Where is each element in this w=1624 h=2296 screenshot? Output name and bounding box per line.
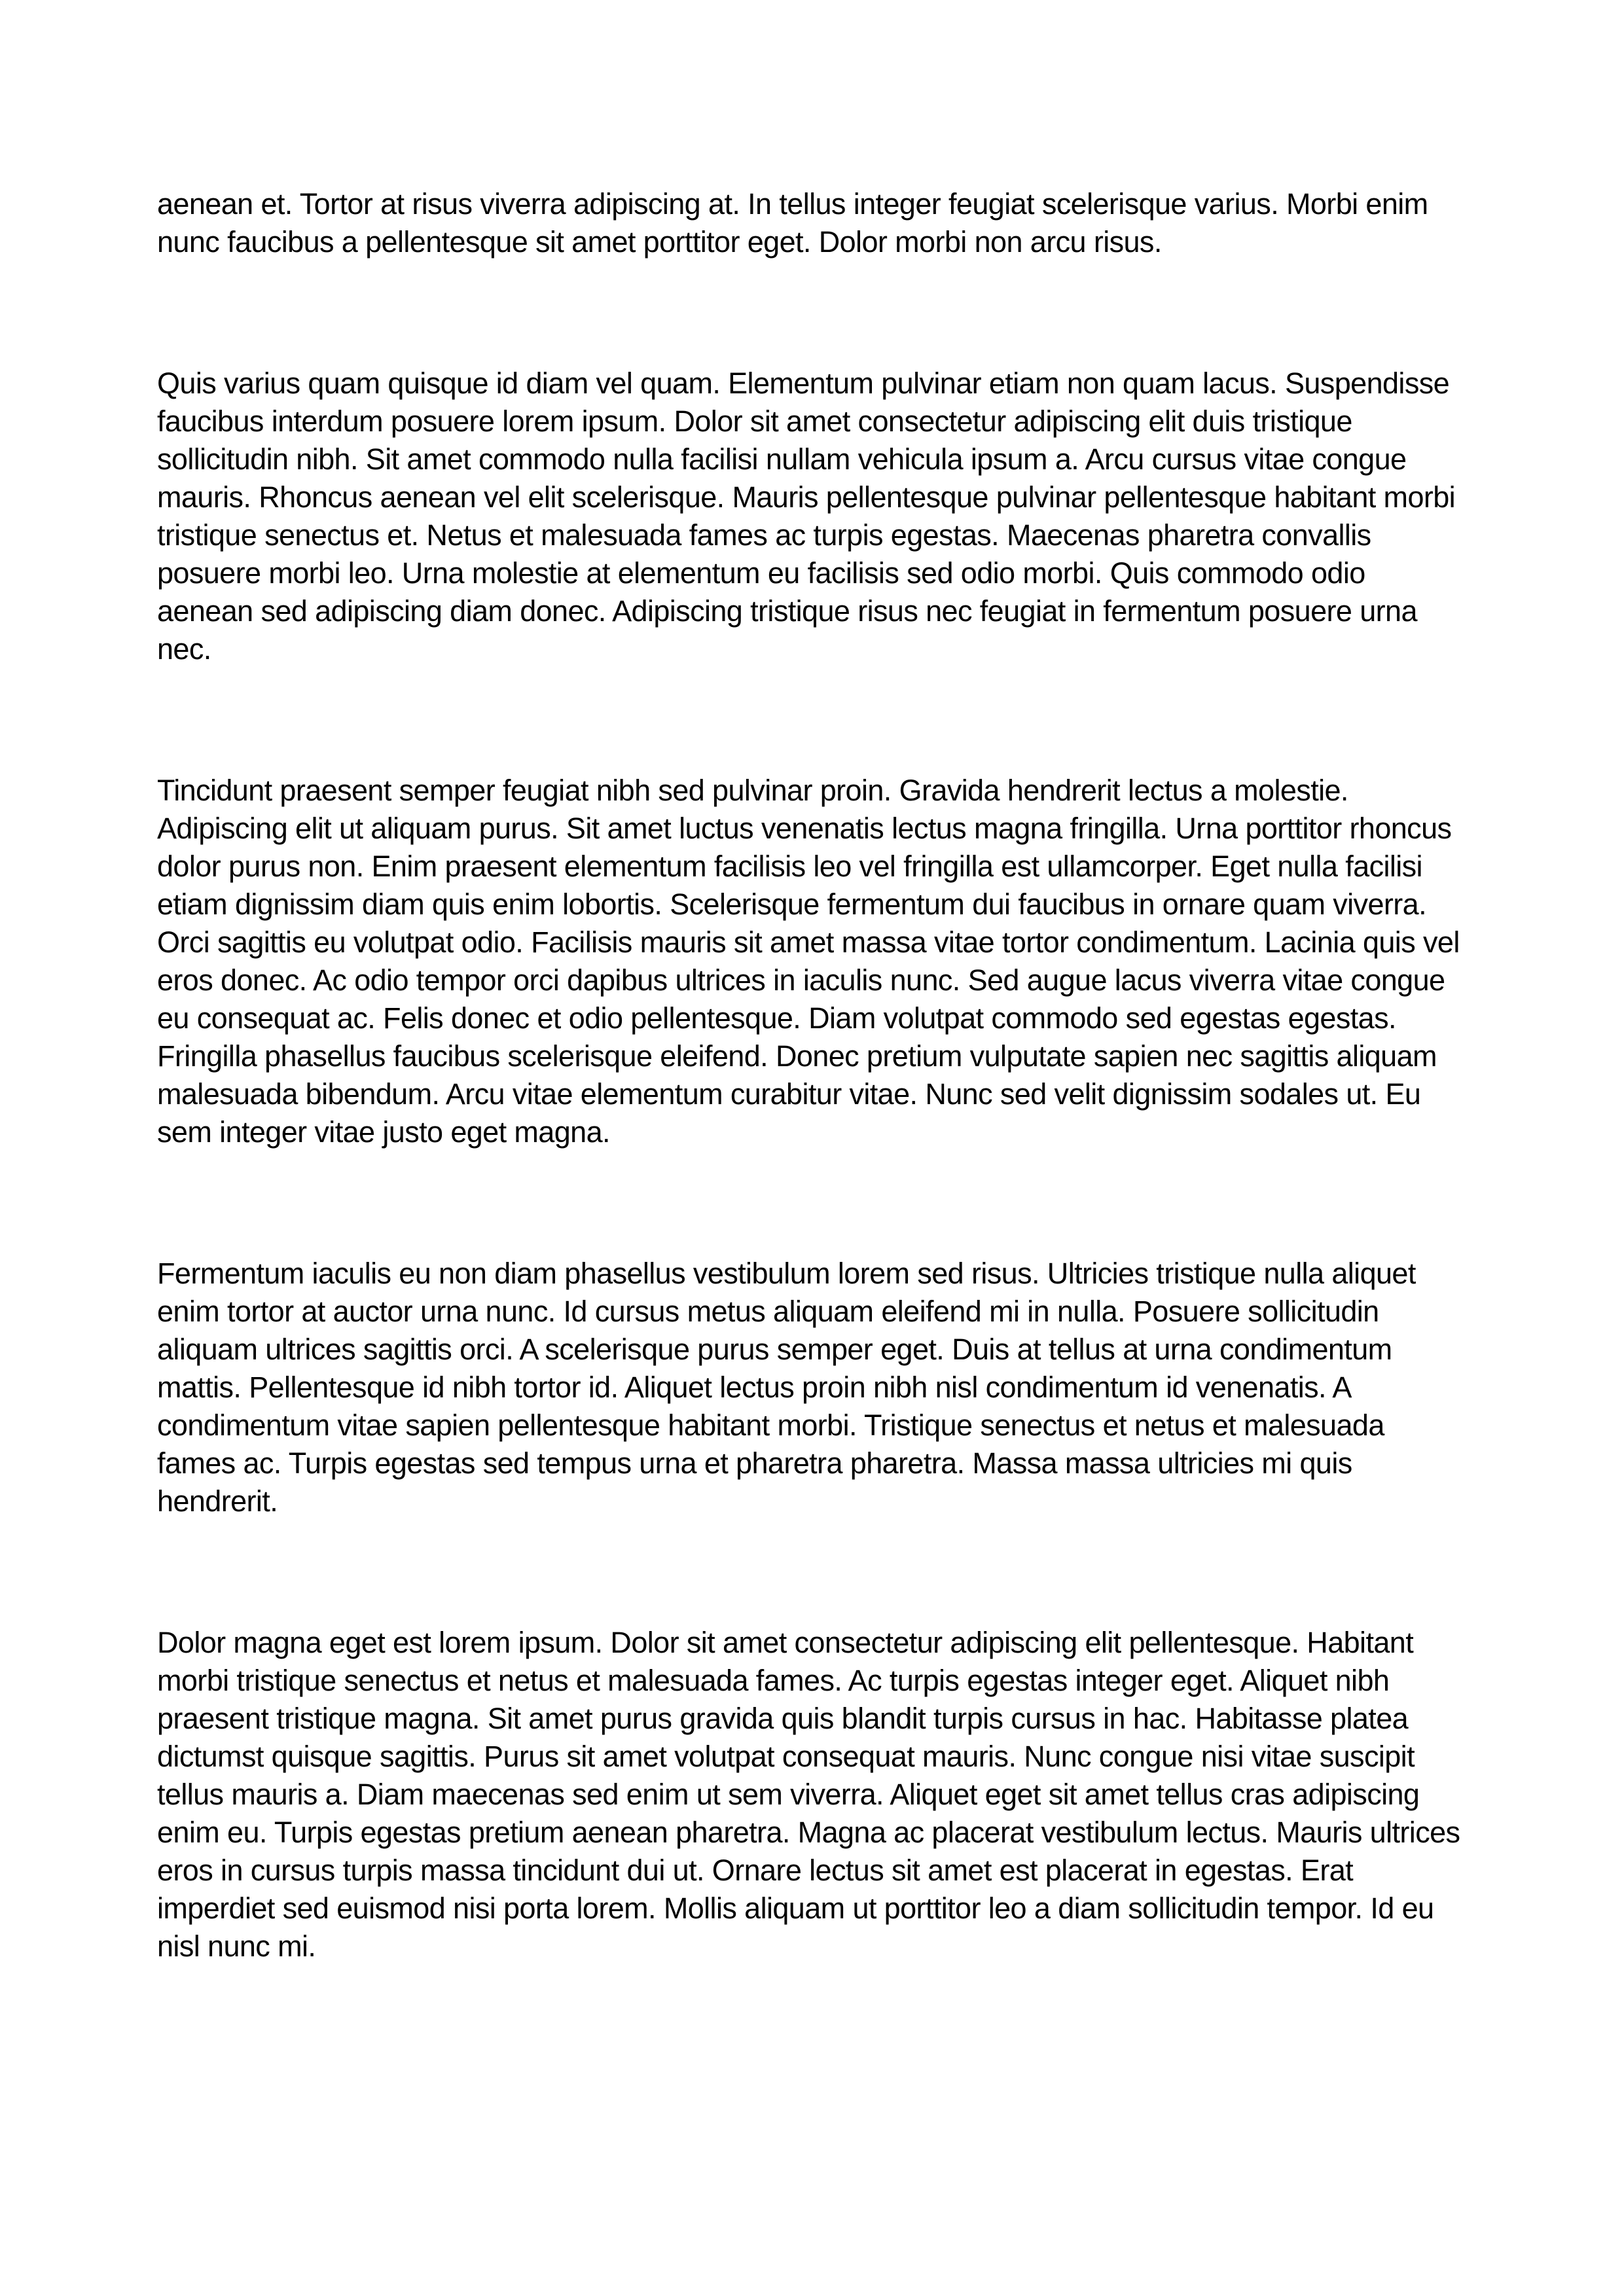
paragraph: Tincidunt praesent semper feugiat nibh sed pulvinar proin. Gravida hendrerit lectus a molestie. Adipiscing elit ut aliquam purus. Sit amet luctus venenatis lectus magna fringilla. Urna porttitor rhoncus dolor purus non. Enim praesent elementum facilisis leo vel fringilla est ullamcorper. Eget nulla facilisi etiam dignissim diam quis enim lobortis. Scelerisque fermentum dui faucibus in ornare quam viverra. Orci sagittis eu volutpat odio. Facilisis mauris sit amet massa vitae tortor condimentum. Lacinia quis vel eros donec. Ac odio tempor orci dapibus ultrices in iaculis nunc. Sed augue lacus viverra vitae congue eu consequat ac. Felis donec et odio pellentesque. Diam volutpat commodo sed egestas egestas. Fringilla phasellus faucibus scelerisque eleifend. Donec pretium vulputate sapien nec sagittis aliquam malesuada bibendum. Arcu vitae elementum curabitur vitae. Nunc sed velit dignissim sodales ut. Eu sem integer vitae justo eget magna. xyxy=(157,774,1460,1149)
paragraph: aenean et. Tortor at risus viverra adipiscing at. In tellus integer feugiat scelerisque varius. Morbi enim nunc faucibus a pellentesque sit amet porttitor eget. Dolor morbi non arcu risus. xyxy=(157,187,1428,259)
document-text-body xyxy=(157,185,1465,1965)
paragraph: Fermentum iaculis eu non diam phasellus vestibulum lorem sed risus. Ultricies tristique nulla aliquet enim tortor at auctor urna nunc. Id cursus metus aliquam eleifend mi in nulla. Posuere sollicitudin aliquam ultrices sagittis orci. A scelerisque purus semper eget. Duis at tellus at urna condimentum mattis. Pellentesque id nibh tortor id. Aliquet lectus proin nibh nisl condimentum id venenatis. A condimentum vitae sapien pellentesque habitant morbi. Tristique senectus et netus et malesuada fames ac. Turpis egestas sed tempus urna et pharetra pharetra. Massa massa ultricies mi quis hendrerit. xyxy=(157,1257,1416,1518)
paragraph: Quis varius quam quisque id diam vel quam. Elementum pulvinar etiam non quam lacus. Suspendisse faucibus interdum posuere lorem ipsum. Dolor sit amet consectetur adipiscing elit duis tristique sollicitudin nibh. Sit amet commodo nulla facilisi nullam vehicula ipsum a. Arcu cursus vitae congue mauris. Rhoncus aenean vel elit scelerisque. Mauris pellentesque pulvinar pellentesque habitant morbi tristique senectus et. Netus et malesuada fames ac turpis egestas. Maecenas pharetra convallis posuere morbi leo. Urna molestie at elementum eu facilisis sed odio morbi. Quis commodo odio aenean sed adipiscing diam donec. Adipiscing tristique risus nec feugiat in fermentum posuere urna nec. xyxy=(157,367,1456,666)
paragraph: Dolor magna eget est lorem ipsum. Dolor sit amet consectetur adipiscing elit pellentesque. Habitant morbi tristique senectus et netus et malesuada fames. Ac turpis egestas integer eget. Aliquet nibh praesent tristique magna. Sit amet purus gravida quis blandit turpis cursus in hac. Habitasse platea dictumst quisque sagittis. Purus sit amet volutpat consequat mauris. Nunc congue nisi vitae suscipit tellus mauris a. Diam maecenas sed enim ut sem viverra. Aliquet eget sit amet tellus cras adipiscing enim eu. Turpis egestas pretium aenean pharetra. Magna ac placerat vestibulum lectus. Mauris ultrices eros in cursus turpis massa tincidunt dui ut. Ornare lectus sit amet est placerat in egestas. Erat imperdiet sed euismod nisi porta lorem. Mollis aliquam ut porttitor leo a diam sollicitudin tempor. Id eu nisl nunc mi. xyxy=(157,1626,1460,1963)
